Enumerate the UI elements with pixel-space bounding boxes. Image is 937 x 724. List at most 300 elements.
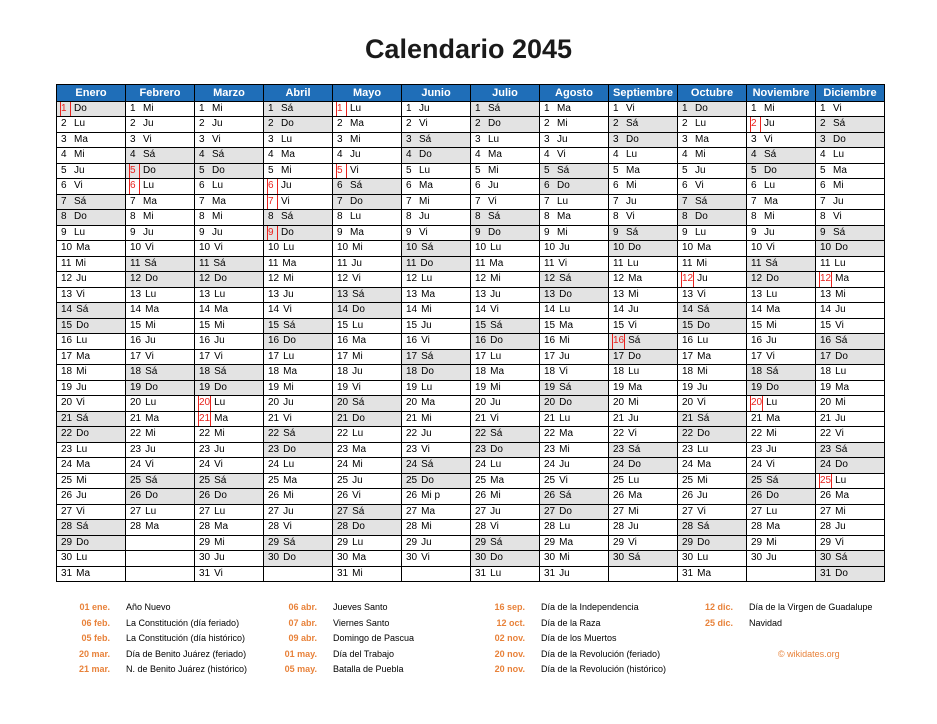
weekday-abbr: Sá (74, 195, 87, 207)
day-cell (57, 117, 126, 133)
day-number: 28 (337, 521, 349, 532)
holiday-column (263, 600, 414, 678)
day-number: 30 (268, 552, 280, 563)
day-number: 16 (199, 335, 211, 346)
day-number: 20 (337, 397, 349, 408)
day-number: 4 (406, 149, 412, 160)
day-number: 19 (199, 381, 211, 393)
weekday-abbr: Mi (283, 273, 294, 284)
day-number: 18 (268, 366, 280, 377)
day-number: 12 (544, 273, 556, 284)
holiday-name: Día de la Independencia (541, 602, 639, 612)
weekday-abbr: Vi (764, 133, 773, 145)
day-number: 28 (544, 521, 556, 532)
weekday-abbr: Ma (835, 273, 850, 284)
day-number: 15 (475, 319, 487, 331)
day-cell (609, 101, 678, 117)
day-number: 13 (406, 288, 418, 300)
day-number: 23 (820, 443, 832, 455)
holiday-item (56, 631, 247, 647)
weekday-abbr: Ju (74, 164, 85, 176)
day-cell (402, 427, 471, 443)
day-row (57, 148, 885, 164)
weekday-abbr: Do (420, 257, 434, 269)
weekday-abbr: Vi (628, 536, 637, 548)
day-cell (471, 179, 540, 195)
day-number: 12 (130, 273, 142, 284)
site-credit[interactable]: © wikidates.org (778, 649, 840, 659)
day-number: 22 (751, 428, 763, 439)
day-number: 29 (475, 536, 487, 548)
day-cell (57, 442, 126, 458)
day-number: 1 (544, 102, 550, 114)
weekday-abbr: Mi (145, 319, 156, 331)
day-number: 19 (544, 381, 556, 393)
day-cell (747, 272, 816, 288)
day-cell (540, 272, 609, 288)
day-cell (678, 489, 747, 505)
day-cell (816, 194, 885, 210)
weekday-abbr: Sá (419, 133, 432, 145)
day-cell (471, 163, 540, 179)
day-number: 14 (337, 304, 349, 315)
weekday-abbr: Vi (490, 412, 499, 424)
day-cell (471, 473, 540, 489)
day-cell (471, 256, 540, 272)
day-cell (540, 318, 609, 334)
day-number: 18 (475, 366, 487, 377)
day-number: 13 (475, 288, 487, 300)
day-number: 30 (682, 552, 694, 563)
weekday-abbr: Do (626, 133, 639, 145)
day-cell (747, 179, 816, 195)
weekday-abbr: Ju (697, 381, 708, 393)
day-cell (678, 473, 747, 489)
day-cell (540, 148, 609, 164)
day-number: 6 (199, 180, 205, 191)
weekday-abbr: Lu (76, 552, 88, 563)
holiday-item (263, 600, 414, 616)
day-cell (747, 535, 816, 551)
weekday-abbr: Sá (490, 428, 503, 439)
weekday-abbr: Ma (214, 412, 229, 424)
day-number: 13 (682, 288, 694, 300)
day-cell (57, 365, 126, 381)
day-number: 28 (130, 521, 142, 532)
day-cell (126, 504, 195, 520)
day-number: 9 (682, 226, 688, 238)
day-cell (57, 318, 126, 334)
day-cell (195, 349, 264, 365)
day-number: 16 (61, 335, 73, 346)
day-number: 7 (682, 195, 688, 207)
day-cell (126, 256, 195, 272)
weekday-abbr: Vi (214, 350, 223, 362)
day-cell (816, 241, 885, 257)
day-number: 4 (475, 149, 481, 160)
day-number: 16 (544, 335, 556, 346)
day-number: 18 (613, 366, 625, 377)
holiday-item (471, 647, 666, 663)
day-cell (402, 380, 471, 396)
weekday-abbr: Sá (835, 552, 848, 563)
day-number: 3 (268, 133, 274, 145)
day-number: 27 (475, 505, 487, 517)
weekday-abbr: Ju (557, 133, 568, 145)
weekday-abbr: Lu (697, 443, 709, 455)
weekday-abbr: Vi (352, 273, 361, 284)
holiday-item (471, 631, 666, 647)
day-row (57, 272, 885, 288)
weekday-abbr: Sá (628, 335, 641, 346)
day-number: 8 (475, 211, 481, 222)
day-cell (609, 473, 678, 489)
holiday-name: Día de la Revolución (histórico) (541, 664, 667, 675)
day-cell (333, 442, 402, 458)
day-number: 1 (268, 102, 274, 114)
day-cell (402, 101, 471, 117)
day-cell (678, 287, 747, 303)
weekday-abbr: Lu (419, 164, 431, 176)
weekday-abbr: Vi (766, 459, 775, 470)
day-cell (747, 349, 816, 365)
weekday-abbr: Do (695, 211, 708, 222)
weekday-abbr: Ma (352, 335, 367, 346)
weekday-abbr: Ma (833, 164, 847, 176)
holiday-name: La Constitución (día feriado) (126, 617, 240, 628)
day-cell (333, 427, 402, 443)
day-number: 1 (130, 102, 136, 114)
day-cell (195, 365, 264, 381)
weekday-abbr: Do (143, 164, 156, 176)
day-cell (333, 380, 402, 396)
day-number: 18 (130, 366, 142, 377)
day-cell (402, 535, 471, 551)
day-cell (264, 535, 333, 551)
day-number: 11 (544, 257, 555, 269)
day-number: 22 (268, 428, 280, 439)
day-cell (195, 427, 264, 443)
day-cell (333, 163, 402, 179)
day-cell (264, 504, 333, 520)
holiday-column (56, 600, 247, 678)
day-number: 10 (268, 242, 280, 253)
day-cell (126, 411, 195, 427)
weekday-abbr: Vi (214, 242, 223, 253)
day-cell (57, 551, 126, 567)
holiday-column (471, 600, 666, 678)
weekday-abbr: Ma (145, 304, 160, 315)
day-number: 24 (130, 459, 142, 470)
day-cell (264, 256, 333, 272)
day-cell (126, 535, 195, 551)
day-cell (747, 473, 816, 489)
day-number: 29 (199, 536, 211, 548)
day-cell (678, 504, 747, 520)
day-row (57, 303, 885, 319)
day-cell (264, 334, 333, 350)
day-cell (126, 225, 195, 241)
weekday-abbr: Mi (764, 211, 775, 222)
day-cell (402, 566, 471, 582)
day-number: 16 (268, 335, 280, 346)
day-number: 6 (613, 180, 619, 191)
weekday-abbr: Mi (835, 288, 846, 300)
day-cell (678, 318, 747, 334)
day-cell (609, 163, 678, 179)
holiday-date: 12 oct. (496, 617, 525, 628)
weekday-abbr: Ju (281, 180, 292, 191)
day-row (57, 504, 885, 520)
day-cell (195, 380, 264, 396)
day-number: 29 (751, 536, 763, 548)
day-number: 12 (820, 272, 831, 287)
weekday-abbr: Ma (76, 567, 91, 579)
weekday-abbr: Do (421, 366, 434, 377)
weekday-abbr: Lu (352, 319, 364, 331)
weekday-abbr: Ju (214, 335, 225, 346)
day-cell (471, 442, 540, 458)
weekday-abbr: Mi (421, 521, 432, 532)
weekday-abbr: Mi (214, 319, 225, 331)
day-cell (264, 396, 333, 412)
weekday-abbr: Vi (697, 288, 706, 300)
day-cell (609, 504, 678, 520)
weekday-abbr: Vi (835, 536, 844, 548)
day-cell (264, 163, 333, 179)
day-cell (195, 458, 264, 474)
weekday-abbr: Mi (145, 428, 156, 439)
day-cell (333, 303, 402, 319)
holiday-name: Batalla de Puebla (333, 664, 404, 675)
day-number: 27 (337, 505, 349, 517)
day-number: 2 (613, 118, 619, 129)
weekday-abbr: Mi (490, 381, 501, 393)
day-number: 23 (130, 443, 142, 455)
weekday-abbr: Ma (283, 366, 298, 377)
day-number: 24 (406, 459, 418, 470)
day-number: 28 (268, 521, 280, 532)
weekday-abbr: Sá (697, 521, 710, 532)
day-cell (540, 334, 609, 350)
day-cell (816, 101, 885, 117)
day-cell (540, 194, 609, 210)
day-number: 16 (406, 335, 418, 346)
weekday-abbr: Do (766, 381, 779, 393)
day-cell (126, 132, 195, 148)
day-cell (402, 272, 471, 288)
weekday-abbr: Do (490, 443, 503, 455)
day-cell (402, 520, 471, 536)
weekday-abbr: Vi (557, 149, 566, 160)
day-number: 13 (268, 288, 280, 300)
weekday-abbr: Ju (628, 521, 639, 532)
day-number: 4 (130, 149, 136, 160)
day-cell (126, 148, 195, 164)
day-cell (609, 365, 678, 381)
day-number: 10 (199, 242, 211, 253)
weekday-abbr: Ma (281, 149, 295, 160)
day-cell (195, 520, 264, 536)
day-number: 25 (475, 474, 487, 486)
day-cell (333, 225, 402, 241)
day-number: 9 (61, 226, 67, 238)
day-cell (126, 520, 195, 536)
day-cell (195, 210, 264, 226)
weekday-abbr: Ju (697, 273, 708, 284)
holiday-name: Día del Trabajo (333, 648, 395, 659)
day-number: 19 (475, 381, 487, 393)
day-cell (540, 132, 609, 148)
weekday-abbr: Mi (283, 490, 294, 501)
day-cell (195, 163, 264, 179)
day-cell (540, 551, 609, 567)
day-number: 9 (475, 226, 481, 238)
weekday-abbr: Ju (352, 474, 363, 486)
day-number: 1 (613, 102, 619, 114)
day-cell (57, 132, 126, 148)
day-number: 29 (682, 536, 694, 548)
weekday-abbr: Sá (281, 211, 294, 222)
day-number: 8 (199, 211, 205, 222)
day-number: 15 (130, 319, 142, 331)
weekday-abbr: Ma (145, 412, 160, 424)
day-cell (540, 179, 609, 195)
weekday-abbr: Do (74, 102, 87, 114)
day-cell (609, 179, 678, 195)
weekday-abbr: Vi (76, 288, 85, 300)
day-cell (264, 148, 333, 164)
day-row (57, 473, 885, 489)
day-cell (195, 566, 264, 582)
weekday-abbr: Do (283, 552, 296, 563)
day-cell (747, 504, 816, 520)
weekday-abbr: Lu (76, 443, 88, 455)
weekday-abbr: Mi (626, 180, 637, 191)
day-cell (195, 411, 264, 427)
day-cell (747, 566, 816, 582)
day-cell (126, 349, 195, 365)
day-cell (678, 427, 747, 443)
day-number: 19 (61, 381, 73, 393)
day-number: 17 (406, 350, 418, 362)
weekday-abbr: Do (559, 505, 572, 517)
day-cell (471, 334, 540, 350)
weekday-abbr: Mi (212, 211, 223, 222)
day-cell (678, 194, 747, 210)
day-number: 21 (613, 412, 625, 424)
weekday-abbr: Lu (212, 180, 224, 191)
day-cell (678, 303, 747, 319)
weekday-abbr: Lu (559, 412, 571, 424)
day-cell (195, 504, 264, 520)
day-number: 1 (199, 102, 205, 114)
day-number: 7 (61, 195, 67, 207)
day-number: 24 (268, 459, 280, 470)
weekday-abbr: Vi (421, 443, 430, 455)
day-number: 12 (337, 273, 349, 284)
weekday-abbr: Ju (421, 319, 432, 331)
day-number: 2 (199, 118, 205, 129)
day-number: 16 (682, 335, 694, 346)
weekday-abbr: Mi (212, 102, 223, 114)
day-number: 10 (61, 242, 73, 253)
weekday-abbr: Ma (421, 288, 436, 300)
day-number: 15 (751, 319, 763, 331)
day-number: 23 (61, 443, 73, 455)
day-cell (816, 334, 885, 350)
weekday-abbr: Sá (352, 397, 365, 408)
day-cell (402, 194, 471, 210)
weekday-abbr: Ju (559, 459, 570, 470)
weekday-abbr: Lu (214, 505, 226, 517)
day-number: 20 (61, 397, 73, 408)
weekday-abbr: Sá (559, 381, 572, 393)
weekday-abbr: Sá (766, 474, 779, 486)
holiday-item (56, 647, 247, 663)
day-cell (57, 411, 126, 427)
holiday-date: 21 mar. (78, 664, 110, 675)
day-number: 7 (544, 195, 550, 207)
day-number: 21 (544, 412, 556, 424)
day-cell (126, 272, 195, 288)
day-number: 14 (406, 304, 418, 315)
day-number: 22 (199, 428, 211, 439)
weekday-abbr: Lu (350, 211, 362, 222)
day-number: 14 (199, 304, 211, 315)
day-cell (264, 442, 333, 458)
day-number: 3 (544, 133, 550, 145)
day-cell (540, 489, 609, 505)
day-cell (126, 365, 195, 381)
weekday-abbr: Sá (144, 257, 157, 269)
day-cell (402, 504, 471, 520)
day-number: 26 (406, 490, 418, 501)
day-cell (402, 303, 471, 319)
day-cell (333, 132, 402, 148)
day-cell (57, 458, 126, 474)
day-number: 8 (682, 211, 688, 222)
day-cell (195, 256, 264, 272)
weekday-abbr: Mi (352, 567, 363, 579)
weekday-abbr: Lu (352, 536, 364, 548)
weekday-abbr: Ju (283, 397, 294, 408)
day-number: 26 (751, 490, 763, 501)
day-cell (57, 194, 126, 210)
holiday-name: Domingo de Pascua (333, 633, 415, 644)
day-cell (540, 365, 609, 381)
day-cell (333, 210, 402, 226)
weekday-abbr: Sá (764, 149, 777, 160)
holiday-name: Día de la Revolución (feriado) (541, 648, 661, 659)
day-cell (57, 163, 126, 179)
day-cell (816, 396, 885, 412)
holiday-column (679, 600, 872, 631)
day-cell (609, 117, 678, 133)
weekday-abbr: Do (74, 211, 87, 222)
day-number: 27 (268, 505, 280, 517)
day-cell (816, 117, 885, 133)
day-cell (264, 179, 333, 195)
weekday-abbr: Ma (557, 211, 571, 222)
day-number: 27 (544, 505, 556, 517)
day-cell (333, 458, 402, 474)
day-cell (57, 272, 126, 288)
weekday-abbr: Sá (488, 102, 501, 114)
weekday-abbr: Vi (628, 428, 637, 439)
day-number: 24 (820, 459, 832, 470)
weekday-abbr: Do (695, 102, 708, 114)
